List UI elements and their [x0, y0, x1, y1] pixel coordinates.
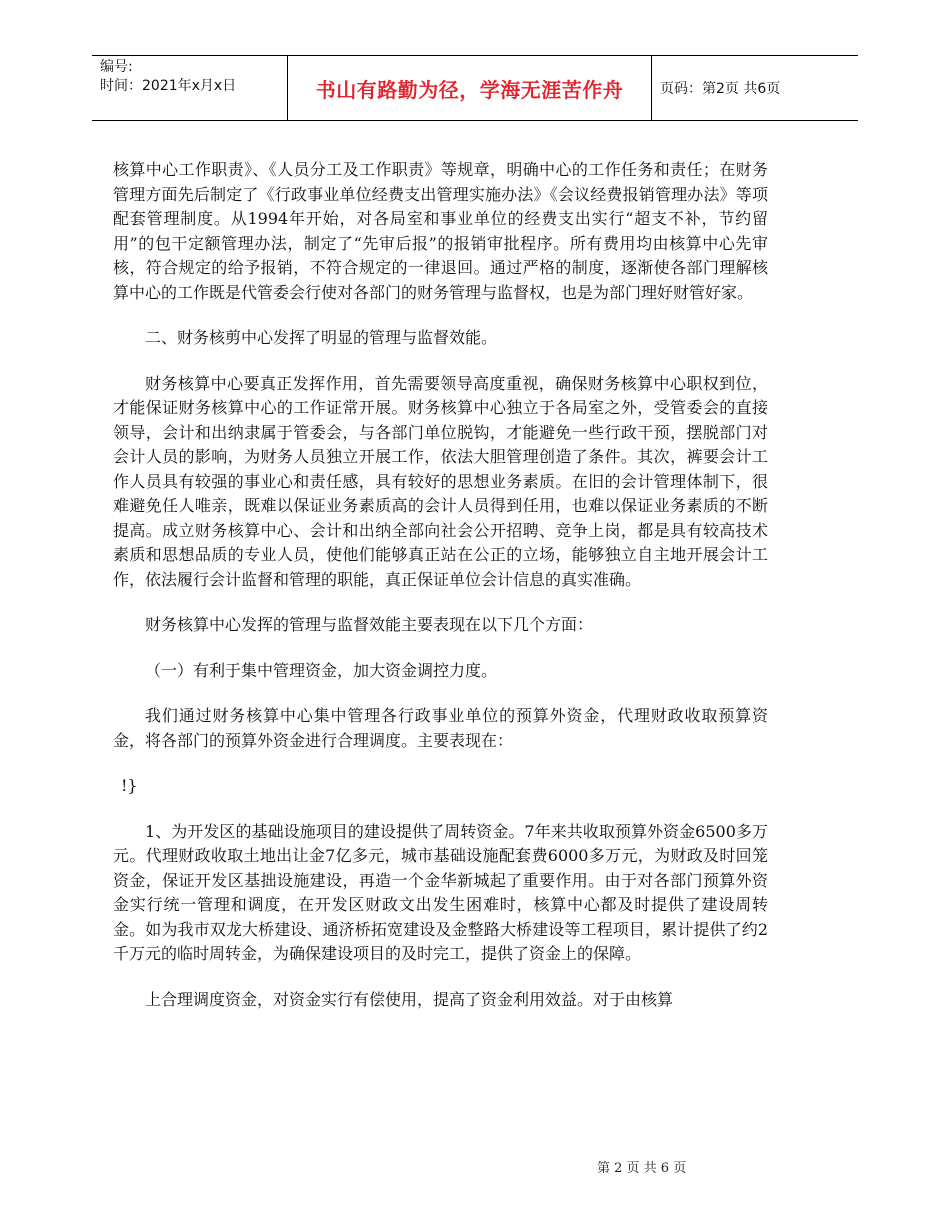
section-heading-2: 二、财务核剪中心发挥了明显的管理与监督效能。 — [145, 328, 498, 347]
paragraph-8: 1、为开发区的基础设施项目的建设提供了周转资金。7年来共收取预算外资金6500多万元。代理财政收取土地出让金7亿多元，城市基础设施配套费6000多万元，为财政及时回笼资金，保证开发区基拙设施建设，再造一个金华新城起了重要作用。由于对各部门预算外资金实行统一管理和调度，在开发区财政文出发生困难时，核算中心都及时提供了建设周转金。如为我市双龙大桥建设、通济桥拓宽建设及金整路大桥建设等工程项目，累计提供了约2千万元的临时周转金，为确保建设项目的及时完工，提供了资金上的保障。 — [113, 821, 768, 963]
paragraph-6: 我们通过财务核算中心集中管理各行政事业单位的预算外资金，代理财政收取预算资金，将各部门的预算外资金进行合理调度。主要表现在： — [113, 706, 768, 750]
paragraph-9: 上合理调度资金，对资金实行有偿使用，提高了资金利用效益。对于由核算 — [145, 989, 674, 1009]
header-motto: 书山有路勤为径，学海无涯苦作舟 — [315, 77, 624, 102]
paragraph-4: 财务核算中心发挥的管理与监督效能主要表现在以下几个方面： — [145, 615, 594, 634]
header-page-info-cell — [652, 56, 858, 120]
header-meta — [92, 56, 287, 120]
header-motto-cell — [287, 56, 652, 120]
document-body — [113, 158, 768, 1012]
paragraph-3: 财务核算中心要真正发挥作用，首先需要领导高度重视，确保财务核算中心职权到位，才能保证财务核算中心的工作证常开展。财务核算中心独立于各局室之外，受管委会的直接领导，会计和出纳隶属于管委会，与各部门单位脱钩，才能避免一些行政干预，摆脱部门对会计人员的影响，为财务人员独立开展工作，依法大胆管理创造了条件。其次，裤要会计工作人员具有较强的事业心和责任感，具有较好的思想业务素质。在旧的会计管理体制下，很难避免任人唯亲，既难以保证业务素质高的会计人员得到任用，也难以保证业务素质的不断提高。成立财务核算中心、会计和出纳全部向社会公开招聘、竞争上岗，都是具有较高技术素质和思想品质的专业人员，使他们能够真正站在公正的立场，能够独立自主地开展会计工作，依法履行会计监督和管理的职能，真正保证单位会计信息的真实准确。 — [113, 373, 768, 589]
header-page-info: 页码：第2页 共6页 — [660, 81, 781, 97]
subsection-heading-1: （一）有利于集中管理资金，加大资金调控力度。 — [145, 660, 498, 680]
paragraph-1: 核算中心工作职责》、《人员分工及工作职责》等规章，明确中心的工作任务和责任；在财务管理方面先后制定了《行政事业单位经费支出管理实施办法》《会议经费报销管理办法》等项配套管理制度。从1994年开始，对各局室和事业单位的经费支出实行“超支不补，节约留用”的包干定额管理办法，制定了“先审后报”的报销审批程序。所有费用均由核算中心先审核，符合规定的给予报销，不符合规定的一律退回。通过严格的制度，逐渐使各部门理解核算中心的工作既是代管委会行使对各部门的财务管理与监督权，也是为部门理好财管好家。 — [113, 160, 768, 302]
number-label: 编号: — [100, 59, 133, 75]
page-footer: 第 2 页 共 6 页 — [597, 1161, 687, 1176]
time-label: 时间：2021年x月x日 — [100, 78, 237, 94]
document-header — [92, 55, 858, 121]
stray-mark: !} — [121, 776, 138, 795]
